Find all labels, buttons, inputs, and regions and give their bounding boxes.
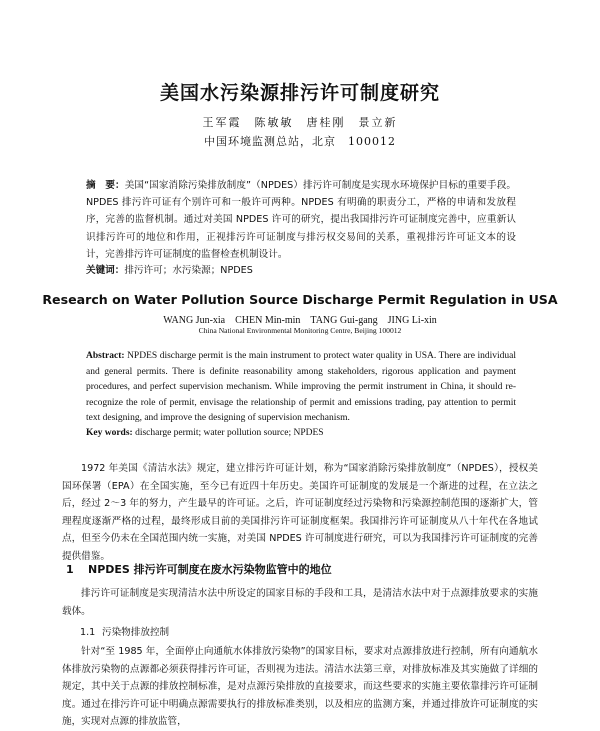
keywords-label-en: Key words:: [86, 428, 133, 438]
keywords-en: [86, 428, 516, 438]
paper-title-en: Research on Water Pollution Source Discharge Permit Regulation in USA: [42, 292, 558, 307]
section-number: 1: [66, 563, 74, 576]
abstract-text-en: NPDES discharge permit is the main instrument to protect water quality in USA. There are individual and general permits. There is definite reasonability among stakeholders, rigorous application and payment procedures, and perfect supervision mechanism. While improving the permit instrument in China, it should re-recognize the role of permit, envisage the relationship of permit and emissions trading, pay attention to permit text designing, and improve the designing of supervision mechanism.: [86, 351, 516, 423]
subsection-number: 1.1: [80, 627, 96, 638]
affiliation-cn: 中国环境监测总站，北京 100012: [204, 135, 396, 148]
section-heading: [66, 561, 536, 577]
subsection-heading: [80, 624, 530, 638]
authors-en: WANG Jun-xia CHEN Min-min TANG Gui-gang JING Li-xin: [163, 315, 437, 326]
abstract-label-en: Abstract:: [86, 351, 125, 361]
intro-paragraph: 1972 年美国《清洁水法》规定，建立排污许可证计划，称为“国家消除污染排放制度”（NPDES），授权美国环保署（EPA）在全国实施，至今已有近四十年历史。美国许可证制度的发展是一个渐进的过程，在立法之后，经过 2～3 年的努力，产生最早的许可证。之后，许可证制度经过污染物和污染源控制范围的逐渐扩大，管理程度逐渐严格的过程，最终形成目前的美国排污许可证制度框架。我国排污许可证制度从八十年代在各地试点，但至今仍未在全国范围内统一实施，对美国 NPDES 许可制度进行研究，可以为我国排污许可证制度的完善提供借鉴。: [62, 463, 538, 562]
subsection-title: 污染物排放控制: [102, 627, 170, 638]
keywords-label-cn: 关键词：: [86, 265, 125, 276]
affiliation-en: China National Environmental Monitoring Centre, Beijing 100012: [198, 326, 402, 335]
keywords-text-cn: 排污许可；水污染源；NPDES: [124, 265, 253, 276]
abstract-cn: [86, 177, 516, 263]
abstract-label-cn: 摘 要：: [86, 180, 125, 191]
authors-cn: 王军霞 陈敏敏 唐桂刚 景立新: [202, 116, 398, 129]
body-paragraph: 排污许可证制度是实现清洁水法中所设定的国家目标的手段和工具，是清洁水法中对于点源排放要求的实施载体。: [62, 588, 538, 617]
keywords-text-en: discharge permit; water pollution source; NPDES: [135, 428, 324, 438]
keywords-cn: [86, 262, 516, 276]
body-paragraph: 针对“至 1985 年，全面停止向通航水体排放污染物”的国家目标，要求对点源排放进行控制，所有向通航水体排放污染物的点源都必须获得排污许可证，否则视为违法。清洁水法第三章，对排放标准及其实施做了详细的规定，其中关于点源的排放控制标准，是对点源污染排放的直接要求，而这些要求的实施主要依靠排污许可证制度。通过在排污许可证中明确点源需要执行的排放标准类别，以及相应的监测方案，并通过排放许可证制度的实施，实现对点源的排放监管，: [62, 646, 538, 727]
abstract-text-cn: 美国“国家消除污染排放制度”（NPDES）排污许可制度是实现水环境保护目标的重要手段。NPDES 排污许可证有个别许可和一般许可两种。NPDES 有明确的职责分工，严格的申请和发放程序，完善的监督机制。通过对美国 NPDES 许可的研究，提出我国排污许可证制度完善中，应重新认识排污许可的地位和作用，正视排污许可证制度与排污权交易间的关系，重视排污许可证文本的设计，完善排污许可证制度的监督检查机制设计。: [86, 180, 517, 260]
abstract-en: [86, 349, 516, 427]
section-title: NPDES 排污许可制度在废水污染物监管中的地位: [88, 563, 332, 576]
paper-title-cn: 美国水污染源排污许可制度研究: [159, 82, 440, 104]
